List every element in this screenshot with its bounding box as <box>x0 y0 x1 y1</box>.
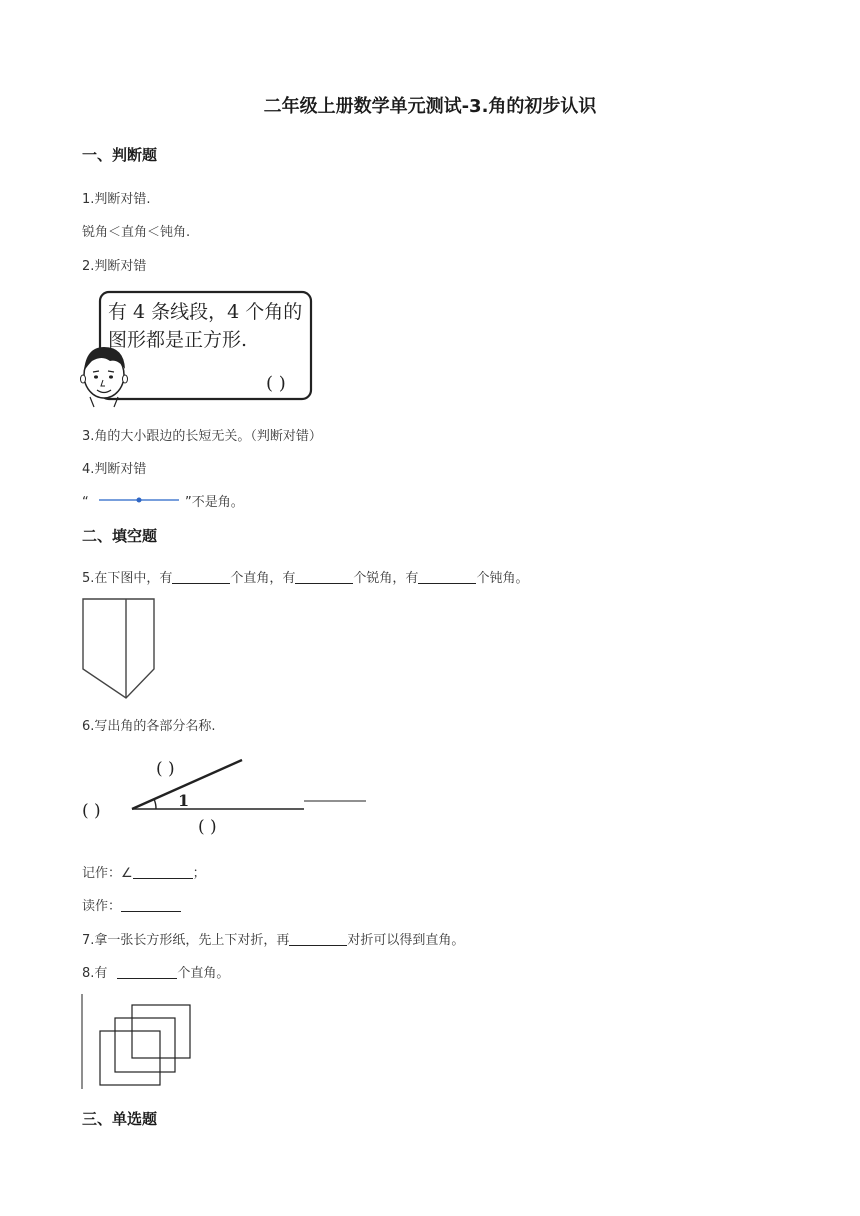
question-5-part-3: 个锐角，有 <box>353 571 419 586</box>
question-6-stem: 6.写出角的各部分名称. <box>82 719 216 734</box>
question-6-write-line <box>82 862 206 881</box>
question-6-figure <box>80 752 370 838</box>
answer-blank-angle-reading[interactable] <box>121 897 181 912</box>
write-as-label: 记作：∠ <box>82 866 133 881</box>
section-heading-single-choice: 三、单选题 <box>82 1110 158 1128</box>
question-2-figure <box>80 289 316 409</box>
answer-blank-right-angles[interactable] <box>172 569 230 584</box>
open-quote: “ <box>82 495 89 510</box>
answer-blank-fold-direction[interactable] <box>289 931 347 946</box>
section-heading-judgment: 一、判断题 <box>82 146 158 164</box>
line-segment-figure <box>99 495 179 505</box>
section-heading-fill-in: 二、填空题 <box>82 527 158 545</box>
bubble-text-line-2: 图形都是正方形. <box>108 329 248 351</box>
question-5-figure <box>82 597 158 701</box>
question-5-part-1: 5.在下图中，有 <box>82 571 173 586</box>
side-bottom-paren: ( ) <box>198 817 217 837</box>
question-7-part-1: 7.拿一张长方形纸，先上下对折，再 <box>82 933 290 948</box>
question-1-stem: 1.判断对错. <box>82 192 151 207</box>
page-title: 二年级上册数学单元测试-3.角的初步认识 <box>263 96 597 117</box>
angle-mark-label: 1 <box>178 791 190 810</box>
question-7-part-2: 对折可以得到直角。 <box>347 933 465 948</box>
angle-parts-figure <box>80 752 370 838</box>
question-8-part-1: 8.有 <box>82 966 108 981</box>
bubble-text-line-1: 有 4 条线段，4 个角的 <box>108 301 303 323</box>
question-3-stem: 3.角的大小跟边的长短无关。（判断对错） <box>82 429 322 444</box>
answer-blank-obtuse-angles[interactable] <box>418 569 476 584</box>
read-as-label: 读作： <box>82 899 122 914</box>
pentagon-shape-figure <box>82 597 158 701</box>
bubble-answer-paren: ( ) <box>266 373 286 394</box>
question-4-statement <box>82 491 244 510</box>
question-4-tail: ”不是角。 <box>185 495 244 510</box>
write-as-end: ； <box>192 866 206 881</box>
question-5-stem <box>82 567 528 586</box>
question-1-statement: 锐角＜直角＜钝角. <box>82 225 191 240</box>
question-8-part-2: 个直角。 <box>177 966 230 981</box>
question-8-stem <box>82 962 229 981</box>
question-6-read-line <box>82 895 181 914</box>
answer-blank-angle-notation[interactable] <box>133 864 193 879</box>
question-5-part-4: 个钝角。 <box>476 571 529 586</box>
question-2-stem: 2.判断对错 <box>82 259 147 274</box>
overlapping-squares-figure <box>80 994 196 1090</box>
question-8-figure <box>80 994 196 1090</box>
answer-blank-acute-angles[interactable] <box>295 569 353 584</box>
speech-bubble-figure <box>80 289 316 409</box>
question-4-stem: 4.判断对错 <box>82 462 147 477</box>
vertex-paren: ( ) <box>82 801 101 821</box>
answer-blank-right-angle-count[interactable] <box>117 964 177 979</box>
question-7-stem <box>82 929 464 948</box>
question-5-part-2: 个直角，有 <box>230 571 296 586</box>
vertex-side-top-paren: ( ) <box>156 759 175 779</box>
